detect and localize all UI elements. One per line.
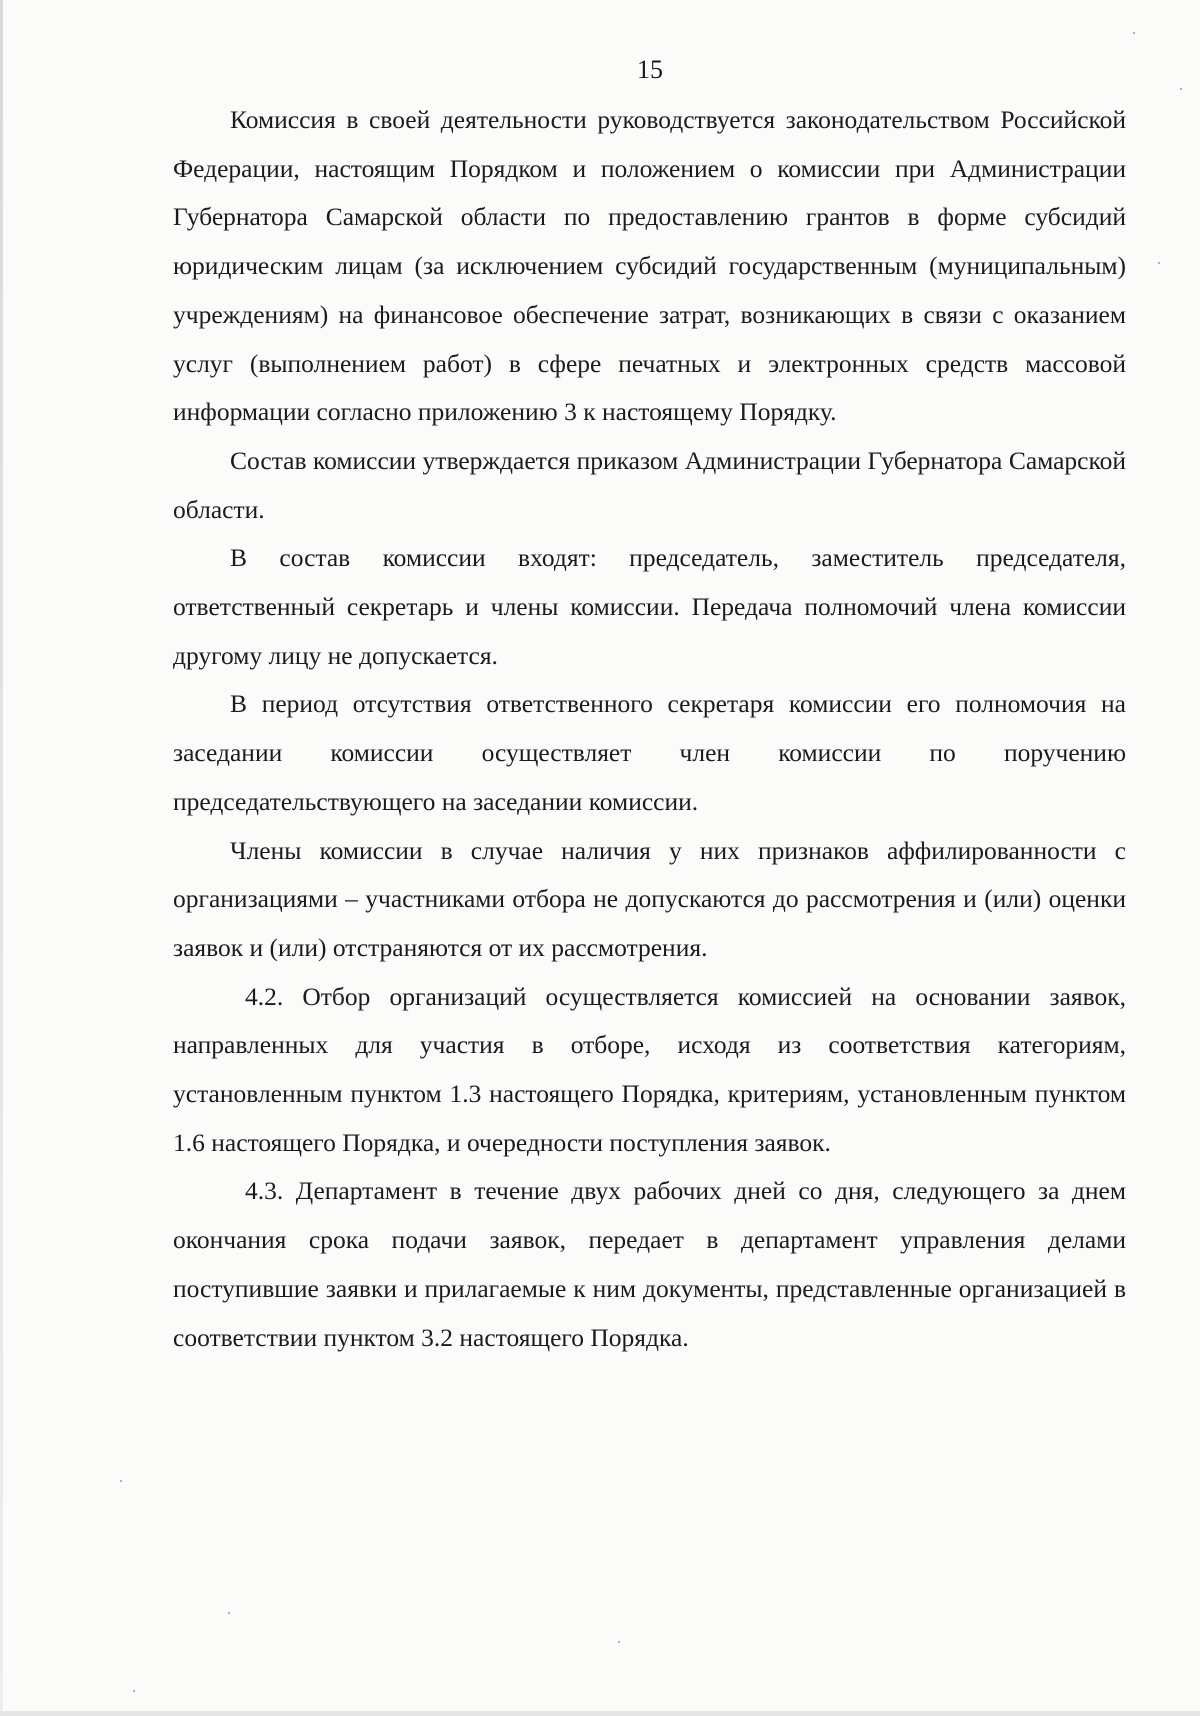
paragraph-commission-composition-approval: Состав комиссии утверждается приказом Администрации Губернатора Самарской области. xyxy=(173,445,1126,524)
scan-speck xyxy=(1133,32,1135,34)
scan-speck xyxy=(133,1690,135,1692)
scan-speck xyxy=(228,1612,230,1614)
paragraph-affiliation: Члены комиссии в случае наличия у них признаков аффилированности с организациями – участниками отбора не допускаются до рассмотрения и (или) оценки заявок и (или) отстраняются от их рассмотрения. xyxy=(173,835,1126,962)
paragraph-commission-legislation: Комиссия в своей деятельности руководствуется законодательством Российской Федерации, настоящим Порядком и положением о комиссии при Администрации Губернатора Самарской области по предоставлению грантов в форме субсидий юридическим лицам (за исключением субсидий государственным (муниципальным) учреждениям) на финансовое обеспечение затрат, возникающих в связи с оказанием услуг (выполнением работ) в сфере печатных и электронных средств массовой информации согласно приложению 3 к настоящему Порядку. xyxy=(173,105,1126,427)
page-number: 15 xyxy=(637,55,663,84)
scan-speck xyxy=(1158,262,1160,264)
paragraph-clause-4-3: 4.3. Департамент в течение двух рабочих дней со дня, следующего за днем окончания срока подачи заявок, передает в департамент управления делами поступившие заявки и прилагаемые к ним документы, представленные организацией в соответствии пунктом 3.2 настоящего Порядка. xyxy=(173,1176,1126,1352)
scan-edge-bottom xyxy=(0,1711,1200,1716)
scan-speck xyxy=(120,1480,122,1482)
paragraph-commission-members: В состав комиссии входят: председатель, заместитель председателя, ответственный секретарь и члены комиссии. Передача полномочий члена комиссии другому лицу не допускается. xyxy=(173,543,1126,670)
paragraph-clause-4-2: 4.2. Отбор организаций осуществляется комиссией на основании заявок, направленных для участия в отборе, исходя из соответствия категориям, установленным пунктом 1.3 настоящего Порядка, критериям, установленным пунктом 1.6 настоящего Порядка, и очередности поступления заявок. xyxy=(173,981,1126,1157)
scan-speck xyxy=(618,1641,620,1643)
paragraph-secretary-absence: В период отсутствия ответственного секретаря комиссии его полномочия на заседании комиссии осуществляет член комиссии по поручению председательствующего на заседании комиссии. xyxy=(173,689,1126,816)
document-body xyxy=(173,96,1126,1362)
scan-speck xyxy=(1180,88,1182,90)
scan-edge-left xyxy=(0,0,3,1716)
